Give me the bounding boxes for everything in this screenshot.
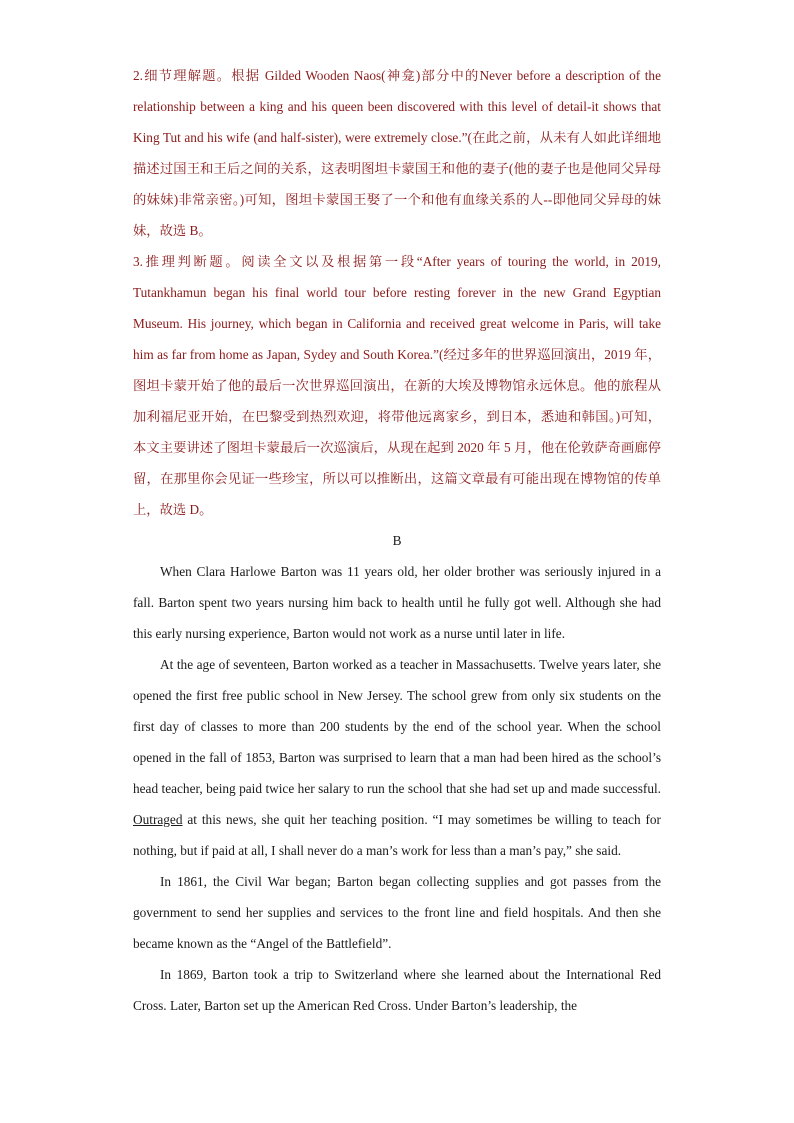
document-page [133,60,661,1021]
passage-paragraph-3: In 1861, the Civil War began; Barton began collecting supplies and got passes from the government to send her supplies and services to the front line and field hospitals. And then she became known as the “Angel of the Battlefield”. [133,874,661,951]
p2-text-before: At the age of seventeen, Barton worked as a teacher in Massachusetts. Twelve years later, she opened the first free public school in New Jersey. The school grew from only six students on the first day of classes to more than 200 students by the end of the school year. When the school opened in the fall of 1853, Barton was surprised to learn that a man had been hired as the school’s head teacher, being paid twice her salary to run the school that she had set up and made successful. [133,657,661,796]
explanation-q3: 3.推理判断题。阅读全文以及根据第一段“After years of touring the world, in 2019, Tutankhamun began his final world tour before resting forever in the new Grand Egyptian Museum. His journey, which began in California and received great welcome in Paris, will take him as far from home as Japan, Sydey and South Korea.”(经过多年的世界巡回演出，2019 年，图坦卡蒙开始了他的最后一次世界巡回演出，在新的大埃及博物馆永远休息。他的旅程从加利福尼亚开始，在巴黎受到热烈欢迎，将带他远离家乡，到日本，悉迪和韩国。)可知，本文主要讲述了图坦卡蒙最后一次巡演后，从现在起到 2020 年 5 月，他在伦敦萨奇画廊停留，在那里你会见证一些珍宝，所以可以推断出，这篇文章最有可能出现在博物馆的传单上，故选 D。 [133,254,661,517]
section-label: B [392,533,402,548]
explanation-q2: 2.细节理解题。根据 Gilded Wooden Naos(神龛)部分中的Never before a description of the relationship between a king and his queen been discovered with this level of detail-it shows that King Tut and his wife (and half-sister), were extremely close.”(在此之前，从未有人如此详细地描述过国王和王后之间的关系，这表明图坦卡蒙国王和他的妻子(他的妻子也是他同父异母的妹妹)非常亲密。)可知，图坦卡蒙国王娶了一个和他有血缘关系的人--即他同父异母的妹妹，故选 B。 [133,68,661,238]
reading-passage [133,556,661,1021]
p2-text-after: at this news, she quit her teaching position. “I may sometimes be willing to teach for nothing, but if paid at all, I shall never do a man’s work for less than a man’s pay,” she said. [133,812,661,858]
passage-paragraph-4: In 1869, Barton took a trip to Switzerland where she learned about the International Red Cross. Later, Barton set up the American Red Cross. Under Barton’s leadership, the [133,967,661,1013]
passage-paragraph-2 [133,649,661,866]
answer-explanations [133,60,661,525]
underlined-word: Outraged [133,812,183,827]
passage-paragraph-1: When Clara Harlowe Barton was 11 years old, her older brother was seriously injured in a fall. Barton spent two years nursing him back to health until he fully got well. Although she had this early nursing experience, Barton would not work as a nurse until later in life. [133,564,661,641]
